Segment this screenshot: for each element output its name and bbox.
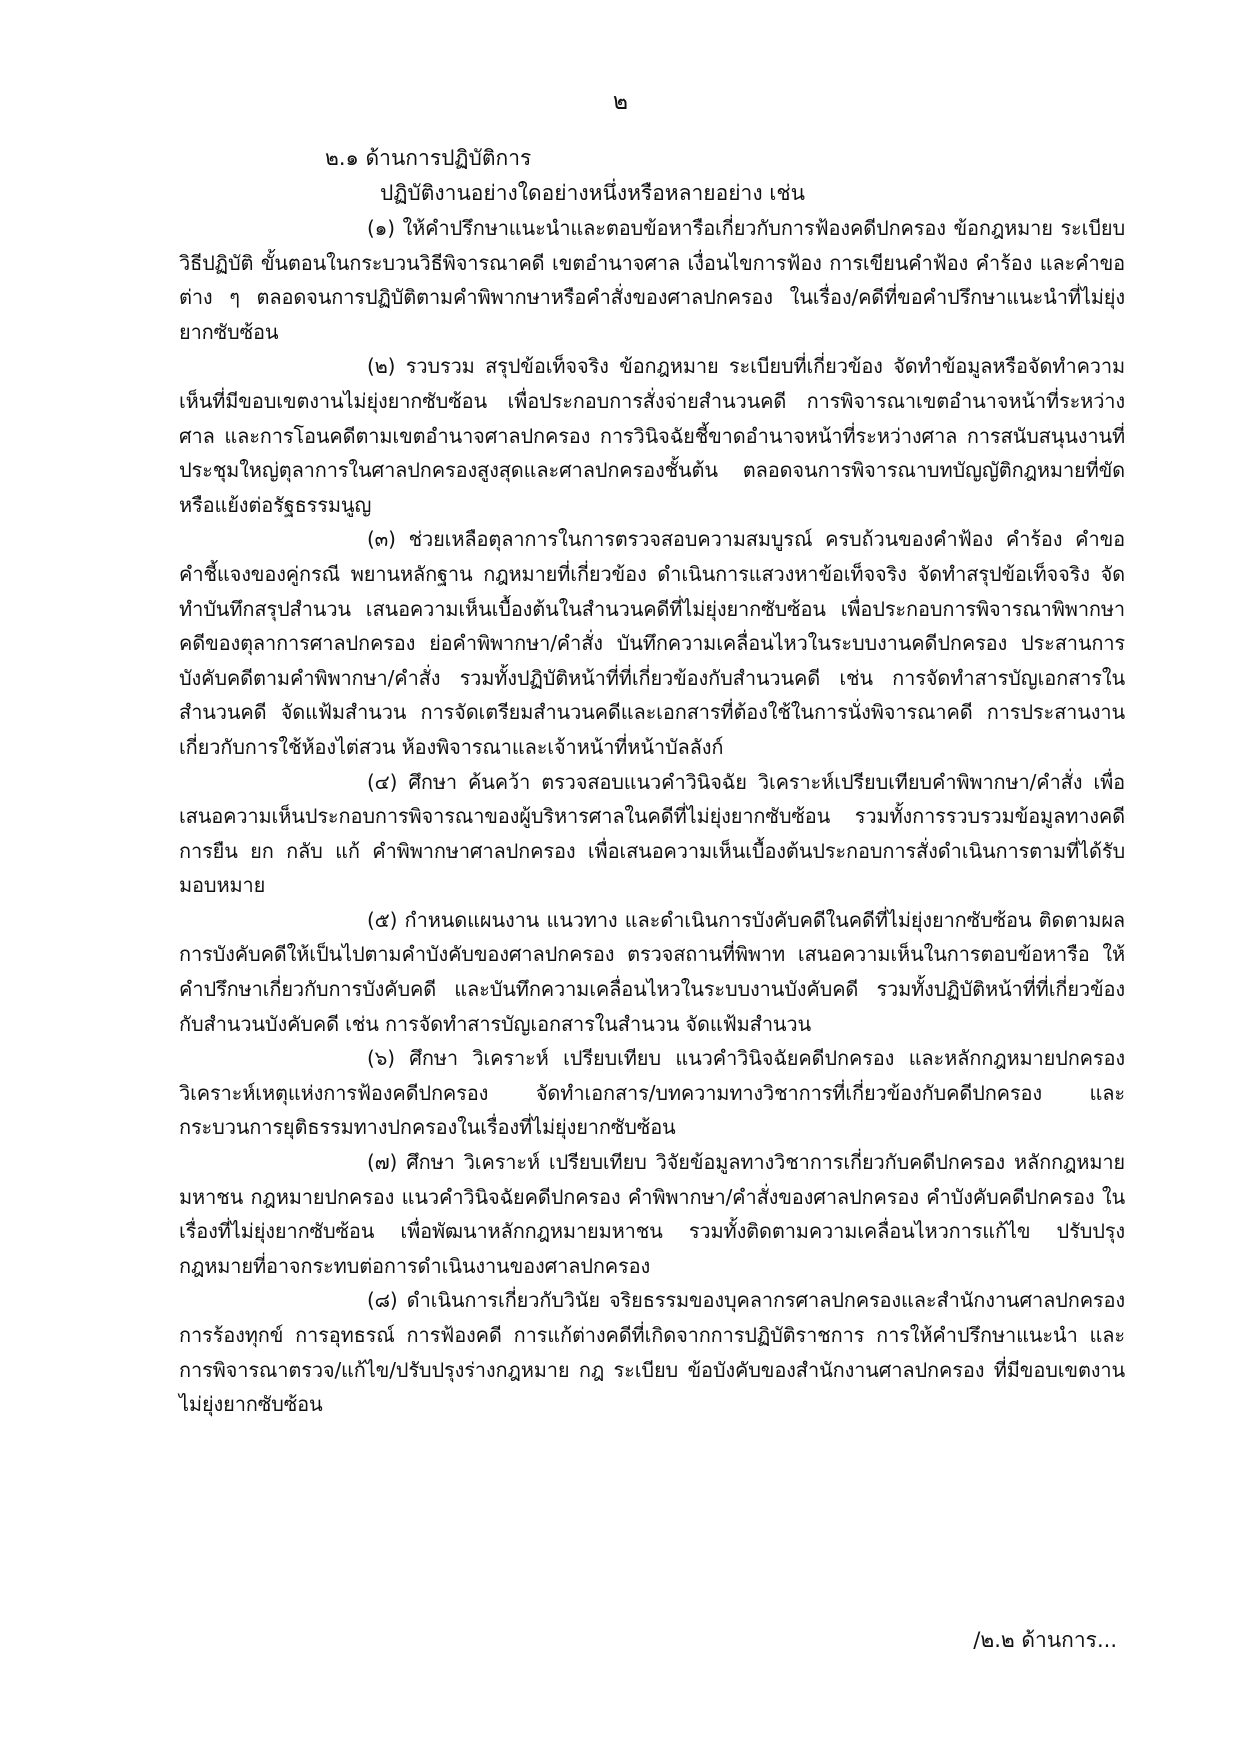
list-item: (๒) รวบรวม สรุปข้อเท็จจริง ข้อกฎหมาย ระเบียบที่เกี่ยวข้อง จัดทำข้อมูลหรือจัดทำความเห็นที่มีขอบเขตงานไม่ยุ่งยากซับซ้อน เพื่อประกอบการสั่งจ่ายสำนวนคดี การพิจารณาเขตอำนาจหน้าที่ระหว่างศาล และการโอนคดีตามเขตอำนาจศาลปกครอง การวินิจฉัยชี้ขาดอำนาจหน้าที่ระหว่างศาล การสนับสนุนงานที่ประชุมใหญ่ตุลาการในศาลปกครองสูงสุดและศาลปกครองชั้นต้น ตลอดจนการพิจารณาบทบัญญัติกฎหมายที่ขัดหรือแย้งต่อรัฐธรรมนูญ bbox=[179, 354, 1125, 517]
body-text bbox=[179, 211, 1125, 1422]
continuation-marker: /๒.๒ ด้านการ... bbox=[973, 1628, 1117, 1652]
section-intro: ปฏิบัติงานอย่างใดอย่างหนึ่งหรือหลายอย่าง เช่น bbox=[380, 181, 806, 205]
page-number: ๒ bbox=[612, 89, 629, 115]
section-heading: ๒.๑ ด้านการปฏิบัติการ bbox=[325, 146, 532, 170]
list-item: (๘) ดำเนินการเกี่ยวกับวินัย จริยธรรมของบุคลากรศาลปกครองและสำนักงานศาลปกครอง การร้องทุกข์ การอุทธรณ์ การฟ้องคดี การแก้ต่างคดีที่เกิดจากการปฏิบัติราชการ การให้คำปรึกษาแนะนำ และการพิจารณาตรวจ/แก้ไข/ปรับปรุงร่างกฎหมาย กฎ ระเบียบ ข้อบังคับของสำนักงานศาลปกครอง ที่มีขอบเขตงานไม่ยุ่งยากซับซ้อน bbox=[179, 1288, 1125, 1417]
list-item: (๖) ศึกษา วิเคราะห์ เปรียบเทียบ แนวคำวินิจฉัยคดีปกครอง และหลักกฎหมายปกครอง วิเคราะห์เหตุแห่งการฟ้องคดีปกครอง จัดทำเอกสาร/บทความทางวิชาการที่เกี่ยวข้องกับคดีปกครอง และกระบวนการยุติธรรมทางปกครองในเรื่องที่ไม่ยุ่งยากซับซ้อน bbox=[179, 1046, 1125, 1140]
list-item: (๕) กำหนดแผนงาน แนวทาง และดำเนินการบังคับคดีในคดีที่ไม่ยุ่งยากซับซ้อน ติดตามผลการบังคับคดีให้เป็นไปตามคำบังคับของศาลปกครอง ตรวจสถานที่พิพาท เสนอความเห็นในการตอบข้อหารือ ให้คำปรึกษาเกี่ยวกับการบังคับคดี และบันทึกความเคลื่อนไหวในระบบงานบังคับคดี รวมทั้งปฏิบัติหน้าที่ที่เกี่ยวข้องกับสำนวนบังคับคดี เช่น การจัดทำสารบัญเอกสารในสำนวน จัดแฟ้มสำนวน bbox=[179, 907, 1125, 1036]
list-item: (๓) ช่วยเหลือตุลาการในการตรวจสอบความสมบูรณ์ ครบถ้วนของคำฟ้อง คำร้อง คำขอ คำชี้แจงของคู่กรณี พยานหลักฐาน กฎหมายที่เกี่ยวข้อง ดำเนินการแสวงหาข้อเท็จจริง จัดทำสรุปข้อเท็จจริง จัดทำบันทึกสรุปสำนวน เสนอความเห็นเบื้องต้นในสำนวนคดีที่ไม่ยุ่งยากซับซ้อน เพื่อประกอบการพิจารณาพิพากษาคดีของตุลาการศาลปกครอง ย่อคำพิพากษา/คำสั่ง บันทึกความเคลื่อนไหวในระบบงานคดีปกครอง ประสานการบังคับคดีตามคำพิพากษา/คำสั่ง รวมทั้งปฏิบัติหน้าที่ที่เกี่ยวข้องกับสำนวนคดี เช่น การจัดทำสารบัญเอกสารในสำนวนคดี จัดแฟ้มสำนวน การจัดเตรียมสำนวนคดีและเอกสารที่ต้องใช้ในการนั่งพิจารณาคดี การประสานงานเกี่ยวกับการใช้ห้องไต่สวน ห้องพิจารณาและเจ้าหน้าที่หน้าบัลลังก์ bbox=[179, 527, 1125, 759]
list-item: (๗) ศึกษา วิเคราะห์ เปรียบเทียบ วิจัยข้อมูลทางวิชาการเกี่ยวกับคดีปกครอง หลักกฎหมายมหาชน กฎหมายปกครอง แนวคำวินิจฉัยคดีปกครอง คำพิพากษา/คำสั่งของศาลปกครอง คำบังคับคดีปกครอง ในเรื่องที่ไม่ยุ่งยากซับซ้อน เพื่อพัฒนาหลักกฎหมายมหาชน รวมทั้งติดตามความเคลื่อนไหวการแก้ไข ปรับปรุงกฎหมายที่อาจกระทบต่อการดำเนินงานของศาลปกครอง bbox=[179, 1150, 1125, 1278]
list-item: (๔) ศึกษา ค้นคว้า ตรวจสอบแนวคำวินิจฉัย วิเคราะห์เปรียบเทียบคำพิพากษา/คำสั่ง เพื่อเสนอความเห็นประกอบการพิจารณาของผู้บริหารศาลในคดีที่ไม่ยุ่งยากซับซ้อน รวมทั้งการรวบรวมข้อมูลทางคดี การยืน ยก กลับ แก้ คำพิพากษาศาลปกครอง เพื่อเสนอความเห็นเบื้องต้นประกอบการสั่งดำเนินการตามที่ได้รับมอบหมาย bbox=[179, 769, 1125, 898]
list-item: (๑) ให้คำปรึกษาแนะนำและตอบข้อหารือเกี่ยวกับการฟ้องคดีปกครอง ข้อกฎหมาย ระเบียบ วิธีปฏิบัติ ขั้นตอนในกระบวนวิธีพิจารณาคดี เขตอำนาจศาล เงื่อนไขการฟ้อง การเขียนคำฟ้อง คำร้อง และคำขอต่าง ๆ ตลอดจนการปฏิบัติตามคำพิพากษาหรือคำสั่งของศาลปกครอง ในเรื่อง/คดีที่ขอคำปรึกษาแนะนำที่ไม่ยุ่งยากซับซ้อน bbox=[179, 216, 1125, 344]
